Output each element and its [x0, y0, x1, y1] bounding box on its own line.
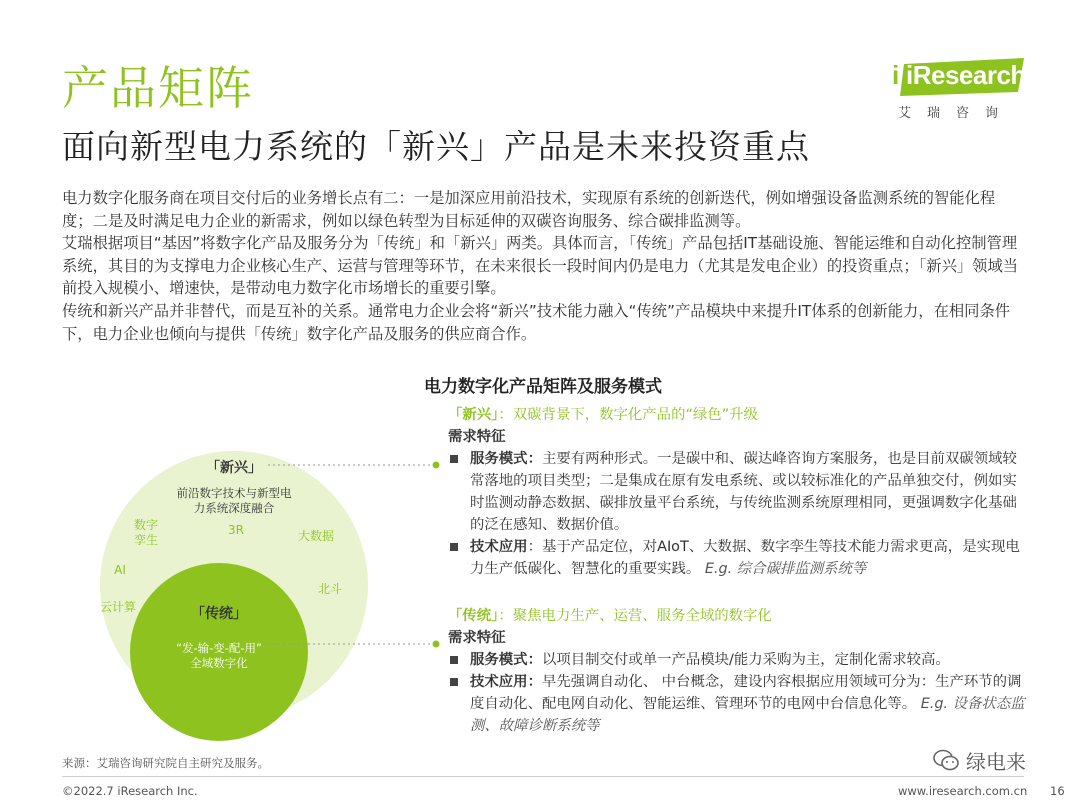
emerging-heading-tag: 「新兴」 — [448, 407, 499, 423]
emerging-heading — [448, 404, 1028, 426]
traditional-service-text: 以项目制交付或单一产品模块/能力采购为主，定制化需求较高。 — [541, 652, 950, 668]
tech-ai: AI — [114, 563, 126, 577]
traditional-tech-bullet — [448, 671, 1028, 737]
emerging-section — [448, 404, 1028, 580]
logo-cn: 艾瑞咨询 — [898, 106, 1015, 121]
emerging-tech-bullet — [448, 536, 1028, 580]
traditional-service-label: 服务模式： — [470, 652, 542, 668]
watermark — [932, 744, 1032, 776]
emerging-tech-label: 技术应用 — [470, 539, 528, 555]
iresearch-logo — [892, 58, 1032, 124]
traditional-service-bullet — [448, 649, 1028, 671]
intro-paragraph-3: 传统和新兴产品并非替代，而是互补的关系。通常电力企业会将“新兴”技术能力融入“传统”产品模块中来提升IT体系的创新能力，在相同条件下，电力企业也倾向与提供「传统」数字化产品及服务的供应商合作。 — [62, 301, 1011, 343]
bullet-square-icon — [450, 543, 458, 551]
emerging-tech-example: E.g. 综合碳排监测系统等 — [704, 561, 867, 577]
website: www.iresearch.com.cn — [898, 784, 1028, 798]
copyright: ©2022.7 iResearch Inc. — [62, 784, 198, 798]
tech-beidou: 北斗 — [317, 582, 342, 596]
traditional-label: 「传统」 — [191, 606, 247, 622]
bullet-square-icon — [450, 678, 458, 686]
traditional-desc-2: 全域数字化 — [190, 656, 248, 670]
traditional-tech-example: E.g. 设备状态监测、故障诊断系统等 — [470, 696, 1025, 734]
traditional-features-label: 需求特征 — [448, 630, 506, 646]
traditional-heading — [448, 605, 1028, 627]
tech-digital-twin-2: 孪生 — [133, 533, 158, 547]
intro-paragraph-2: 艾瑞根据项目“基因”将数字化产品及服务分为「传统」和「新兴」两类。具体而言，「传统」产品包括IT基础设施、智能运维和自动化控制管理系统，其目的为支撑电力企业核心生产、运营与管理等环节，在未来很长一段时间内仍是电力（尤其是发电企业）的投资重点；「新兴」领域当前投入规模小、增速快，是带动电力数字化市场增长的重要引擎。 — [62, 234, 1019, 298]
page-subtitle: 面向新型电力系统的「新兴」产品是未来投资重点 — [62, 127, 810, 166]
tech-digital-twin-1: 数字 — [133, 518, 158, 532]
source-note: 来源：艾瑞咨询研究院自主研究及服务。 — [62, 756, 269, 770]
emerging-desc-1: 前沿数字技术与新型电 — [176, 486, 292, 500]
watermark-text: 绿电来 — [966, 750, 1026, 774]
traditional-tech-text: 早先强调自动化、 中台概念，建设内容根据应用领域可分为：生产环节的调度自动化、配电网自动化、智能运维、管理环节的电网中台信息化等。 — [470, 674, 1022, 712]
emerging-features-label: 需求特征 — [448, 429, 506, 445]
bullet-square-icon — [450, 656, 458, 664]
emerging-tech-text: ：基于产品定位，对AIoT、大数据、数字孪生等技术能力需求更高，是实现电力生产低碳化、智慧化的重要实践。 — [470, 539, 1020, 577]
section-title: 产品矩阵 — [62, 61, 254, 115]
intro-paragraph-1: 电力数字化服务商在项目交付后的业务增长点有二：一是加深应用前沿技术，实现原有系统的创新迭代，例如增强设备监测系统的智能化程度；二是及时满足电力企业的新需求，例如以绿色转型为目标延伸的双碳咨询服务、综合碳排监测等。 — [62, 189, 996, 230]
tech-bigdata: 大数据 — [297, 529, 334, 543]
emerging-label: 「新兴」 — [206, 460, 262, 476]
page-number: 16 — [1050, 784, 1065, 798]
bullet-square-icon — [450, 455, 458, 463]
intro-text — [62, 187, 1024, 345]
emerging-heading-text: ：双碳背景下，数字化产品的“绿色”升级 — [498, 407, 758, 423]
footer-divider — [62, 776, 1024, 777]
emerging-desc-2: 力系统深度融合 — [193, 501, 275, 515]
logo-word: iResearch — [906, 60, 1026, 90]
emerging-service-label: 服务模式： — [470, 451, 542, 467]
emerging-service-text: 主要有两种形式。一是碳中和、碳达峰咨询方案服务，也是目前双碳领域较常落地的项目类型；二是集成在原有发电系统、或以较标准化的产品单独交付，例如实时监测动静态数据、碳排放量平台系统，与传统监测系统原理相同，更强调数字化基础的泛在感知、数据价值。 — [470, 451, 1017, 533]
traditional-heading-text: ：聚焦电力生产、运营、服务全域的数字化 — [498, 608, 772, 624]
diagram-title: 电力数字化产品矩阵及服务模式 — [424, 377, 662, 397]
emerging-service-bullet — [448, 448, 1028, 536]
traditional-section — [448, 605, 1028, 737]
tech-3r: 3R — [228, 523, 244, 537]
traditional-desc-1: “发-输-变-配-用” — [175, 641, 262, 655]
tech-cloud: 云计算 — [99, 600, 136, 614]
traditional-heading-tag: 「传统」 — [448, 608, 499, 624]
wechat-icon — [932, 748, 960, 772]
traditional-tech-label: 技术应用： — [470, 674, 542, 690]
logo-i-mark: i — [892, 60, 900, 90]
